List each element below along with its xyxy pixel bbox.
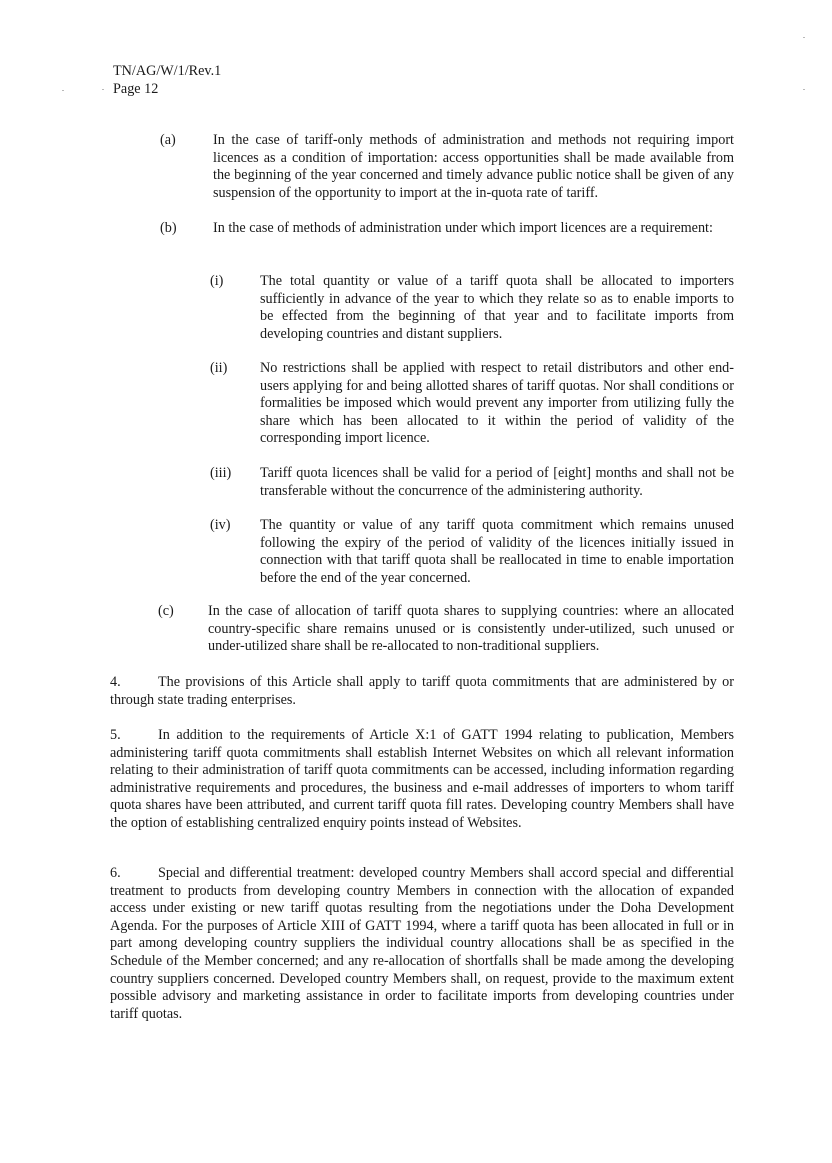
item-b-ii [210,360,734,448]
paragraph-5-number: 5. [110,727,121,743]
item-b-ii-label: (ii) [210,360,228,376]
page-number: Page 12 [113,81,159,97]
paragraph-5-text: In addition to the requirements of Article X:1 of GATT 1994 relating to publication, Members administering tariff quota commitments shall establish Internet Websites on which all relevant information relating to their administration of tariff quota commitments can be accessed, including information regarding administrative requirements and procedures, the business and e-mail addresses of importers to whom tariff quota shares have been attributed, and current tariff quota fill rates. Developing country Members shall have the option of establishing centralized enquiry points instead of Websites. [110,727,734,831]
item-b-iv [210,517,734,587]
item-b-label: (b) [160,220,177,236]
item-c-text: In the case of allocation of tariff quota shares to supplying countries: where an allocated country-specific share remains unused or is consistently under-utilized, such unused or under-utilized share shall be re-allocated to non-traditional suppliers. [208,603,734,655]
item-c [158,603,734,656]
item-b-ii-text: No restrictions shall be applied with respect to retail distributors and other end-users applying for and being allotted shares of tariff quotas. Nor shall conditions or formalities be imposed which would prevent any importer from utilizing fully the share which has been allocated to it within the period of validity of the corresponding import licence. [260,360,734,447]
scan-mark [102,89,104,90]
scan-mark [62,90,64,91]
paragraph-5 [110,727,734,833]
paragraph-4 [110,674,734,709]
item-b-iii-label: (iii) [210,465,232,481]
item-b-iii [210,465,734,500]
paragraph-4-number: 4. [110,674,121,690]
document-header [113,62,221,98]
item-b-iv-text: The quantity or value of any tariff quota commitment which remains unused following the expiry of the period of validity of the licences initially issued in connection with that tariff quota shall be reallocated in time to enable importation before the end of the year concerned. [260,517,734,586]
item-b-i [210,273,734,343]
paragraph-6-text: Special and differential treatment: developed country Members shall accord special and differential treatment to products from developing country Members in connection with the allocation of expanded access under existing or new tariff quotas resulting from the negotiations under the Doha Development Agenda. For the purposes of Article XIII of GATT 1994, where a tariff quota has been allocated in full or in part among developing country suppliers the individual country allocations shall be as specified in the Schedule of the Member concerned; and any re-allocation of shortfalls shall be made among the developing country suppliers concerned. Developed country Members shall, on request, provide to the maximum extent possible advisory and marketing assistance in order to facilitate imports from developing countries under tariff quotas. [110,865,734,1022]
item-b-iv-label: (iv) [210,517,231,533]
item-a-label: (a) [160,132,176,148]
item-b [160,220,734,238]
item-b-i-label: (i) [210,273,224,289]
item-a [160,132,734,202]
paragraph-6 [110,865,734,1023]
item-b-text: In the case of methods of administration under which import licences are a requirement: [213,220,713,236]
paragraph-4-text: The provisions of this Article shall apply to tariff quota commitments that are administered by or through state trading enterprises. [110,674,734,708]
scan-mark [803,89,805,90]
item-a-text: In the case of tariff-only methods of administration and methods not requiring import licences as a condition of importation: access opportunities shall be made available from the beginning of the year concerned and timely advance public notice shall be given of any suspension of the opportunity to import at the in-quota rate of tariff. [213,132,734,201]
paragraph-6-number: 6. [110,865,121,881]
scan-mark [803,37,805,38]
item-b-iii-text: Tariff quota licences shall be valid for a period of [eight] months and shall not be transferable without the concurrence of the administering authority. [260,465,734,499]
item-b-i-text: The total quantity or value of a tariff quota shall be allocated to importers sufficiently in advance of the year to which they relate so as to enable imports to be effected from the beginning of that year and to facilitate imports from developing countries and distant suppliers. [260,273,734,342]
document-reference: TN/AG/W/1/Rev.1 [113,63,222,79]
item-c-label: (c) [158,603,174,619]
